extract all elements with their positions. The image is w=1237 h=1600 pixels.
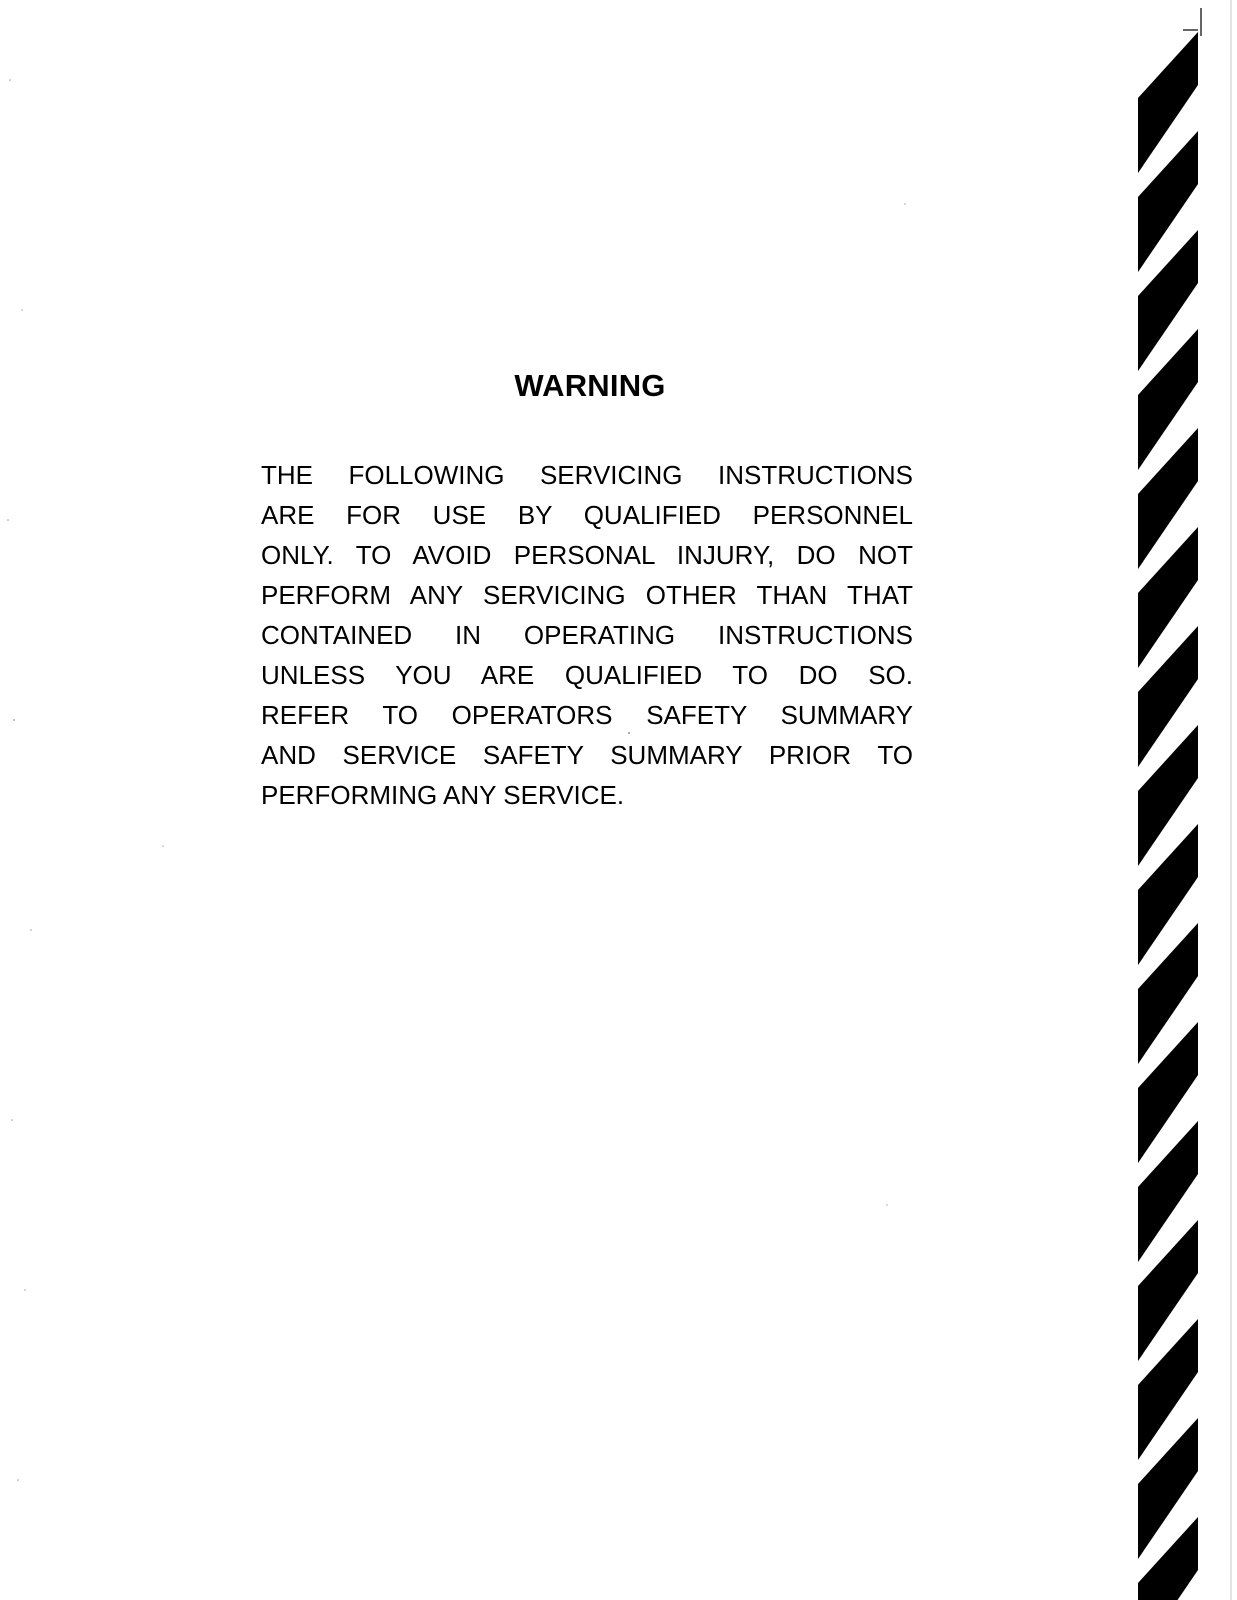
warning-line-3: ONLY. TO AVOID PERSONAL INJURY, DO NOT [261, 540, 913, 570]
warning-line-2: ARE FOR USE BY QUALIFIED PERSONNEL [261, 500, 913, 530]
warning-line-8: AND SERVICE SAFETY SUMMARY PRIOR TO [261, 740, 913, 770]
warning-body [261, 455, 913, 815]
warning-line-7: REFER TO OPERATORS SAFETY SUMMARY [261, 700, 913, 730]
hazard-stripe-border [1130, 0, 1237, 1600]
warning-line-5: CONTAINED IN OPERATING INSTRUCTIONS [261, 620, 913, 650]
warning-line-4: PERFORM ANY SERVICING OTHER THAN THAT [261, 580, 913, 610]
warning-title: WARNING [514, 368, 666, 403]
warning-line-6: UNLESS YOU ARE QUALIFIED TO DO SO. [261, 660, 913, 690]
warning-line-1: THE FOLLOWING SERVICING INSTRUCTIONS [261, 460, 913, 490]
warning-line-9: PERFORMING ANY SERVICE. [261, 780, 625, 810]
